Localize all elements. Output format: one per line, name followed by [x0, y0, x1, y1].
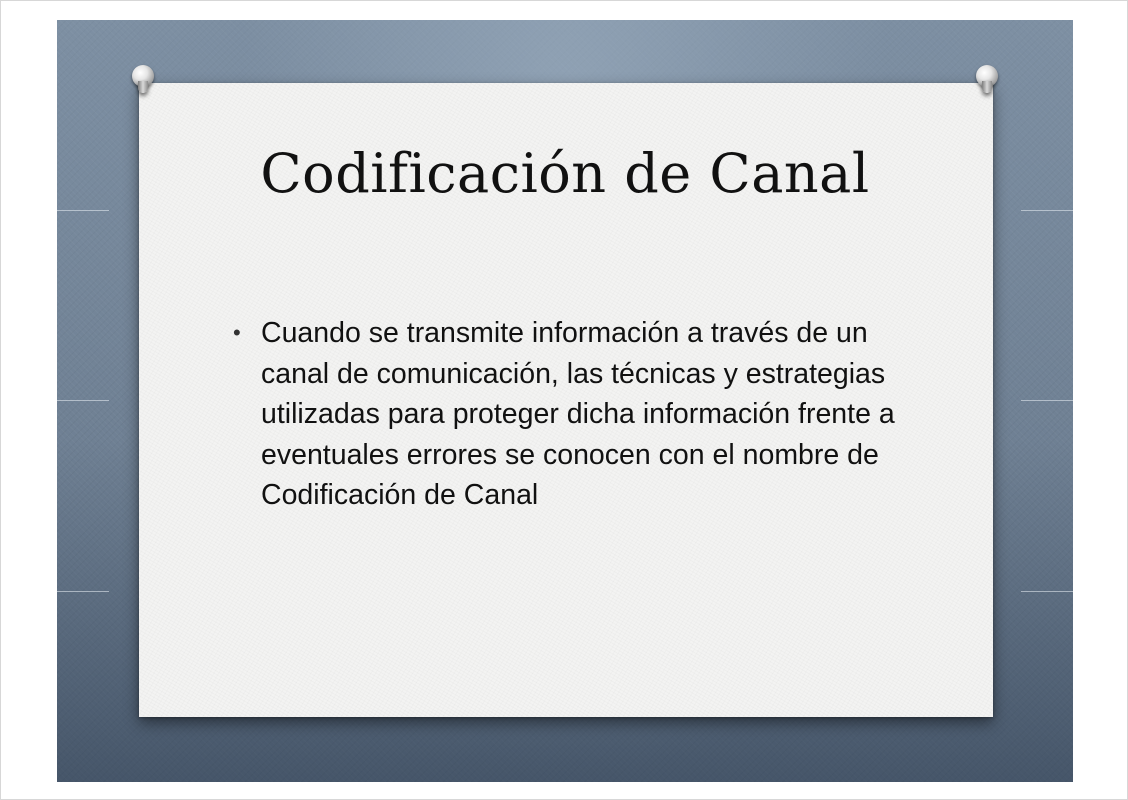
- edge-tick: [1021, 400, 1073, 401]
- edge-tick: [57, 210, 109, 211]
- edge-tick: [1021, 210, 1073, 211]
- bullet-text: Cuando se transmite información a través de un canal de comunicación, las técnicas y estrategias utilizadas para proteger dicha información frente a eventuales errores se conocen con el nombre de Codificación de Canal: [261, 317, 895, 511]
- pushpin-shaft: [138, 81, 148, 93]
- slide-title: Codificación de Canal: [260, 142, 870, 205]
- edge-tick: [57, 400, 109, 401]
- pushpin-icon: [130, 65, 156, 95]
- bullet-list: [233, 313, 913, 516]
- slide: [57, 20, 1073, 782]
- edge-tick: [57, 591, 109, 592]
- bullet-icon: •: [233, 320, 241, 345]
- pushpin-shaft: [982, 81, 992, 93]
- pushpin-icon: [974, 65, 1000, 95]
- edge-tick: [1021, 591, 1073, 592]
- bullet-item: [233, 313, 913, 516]
